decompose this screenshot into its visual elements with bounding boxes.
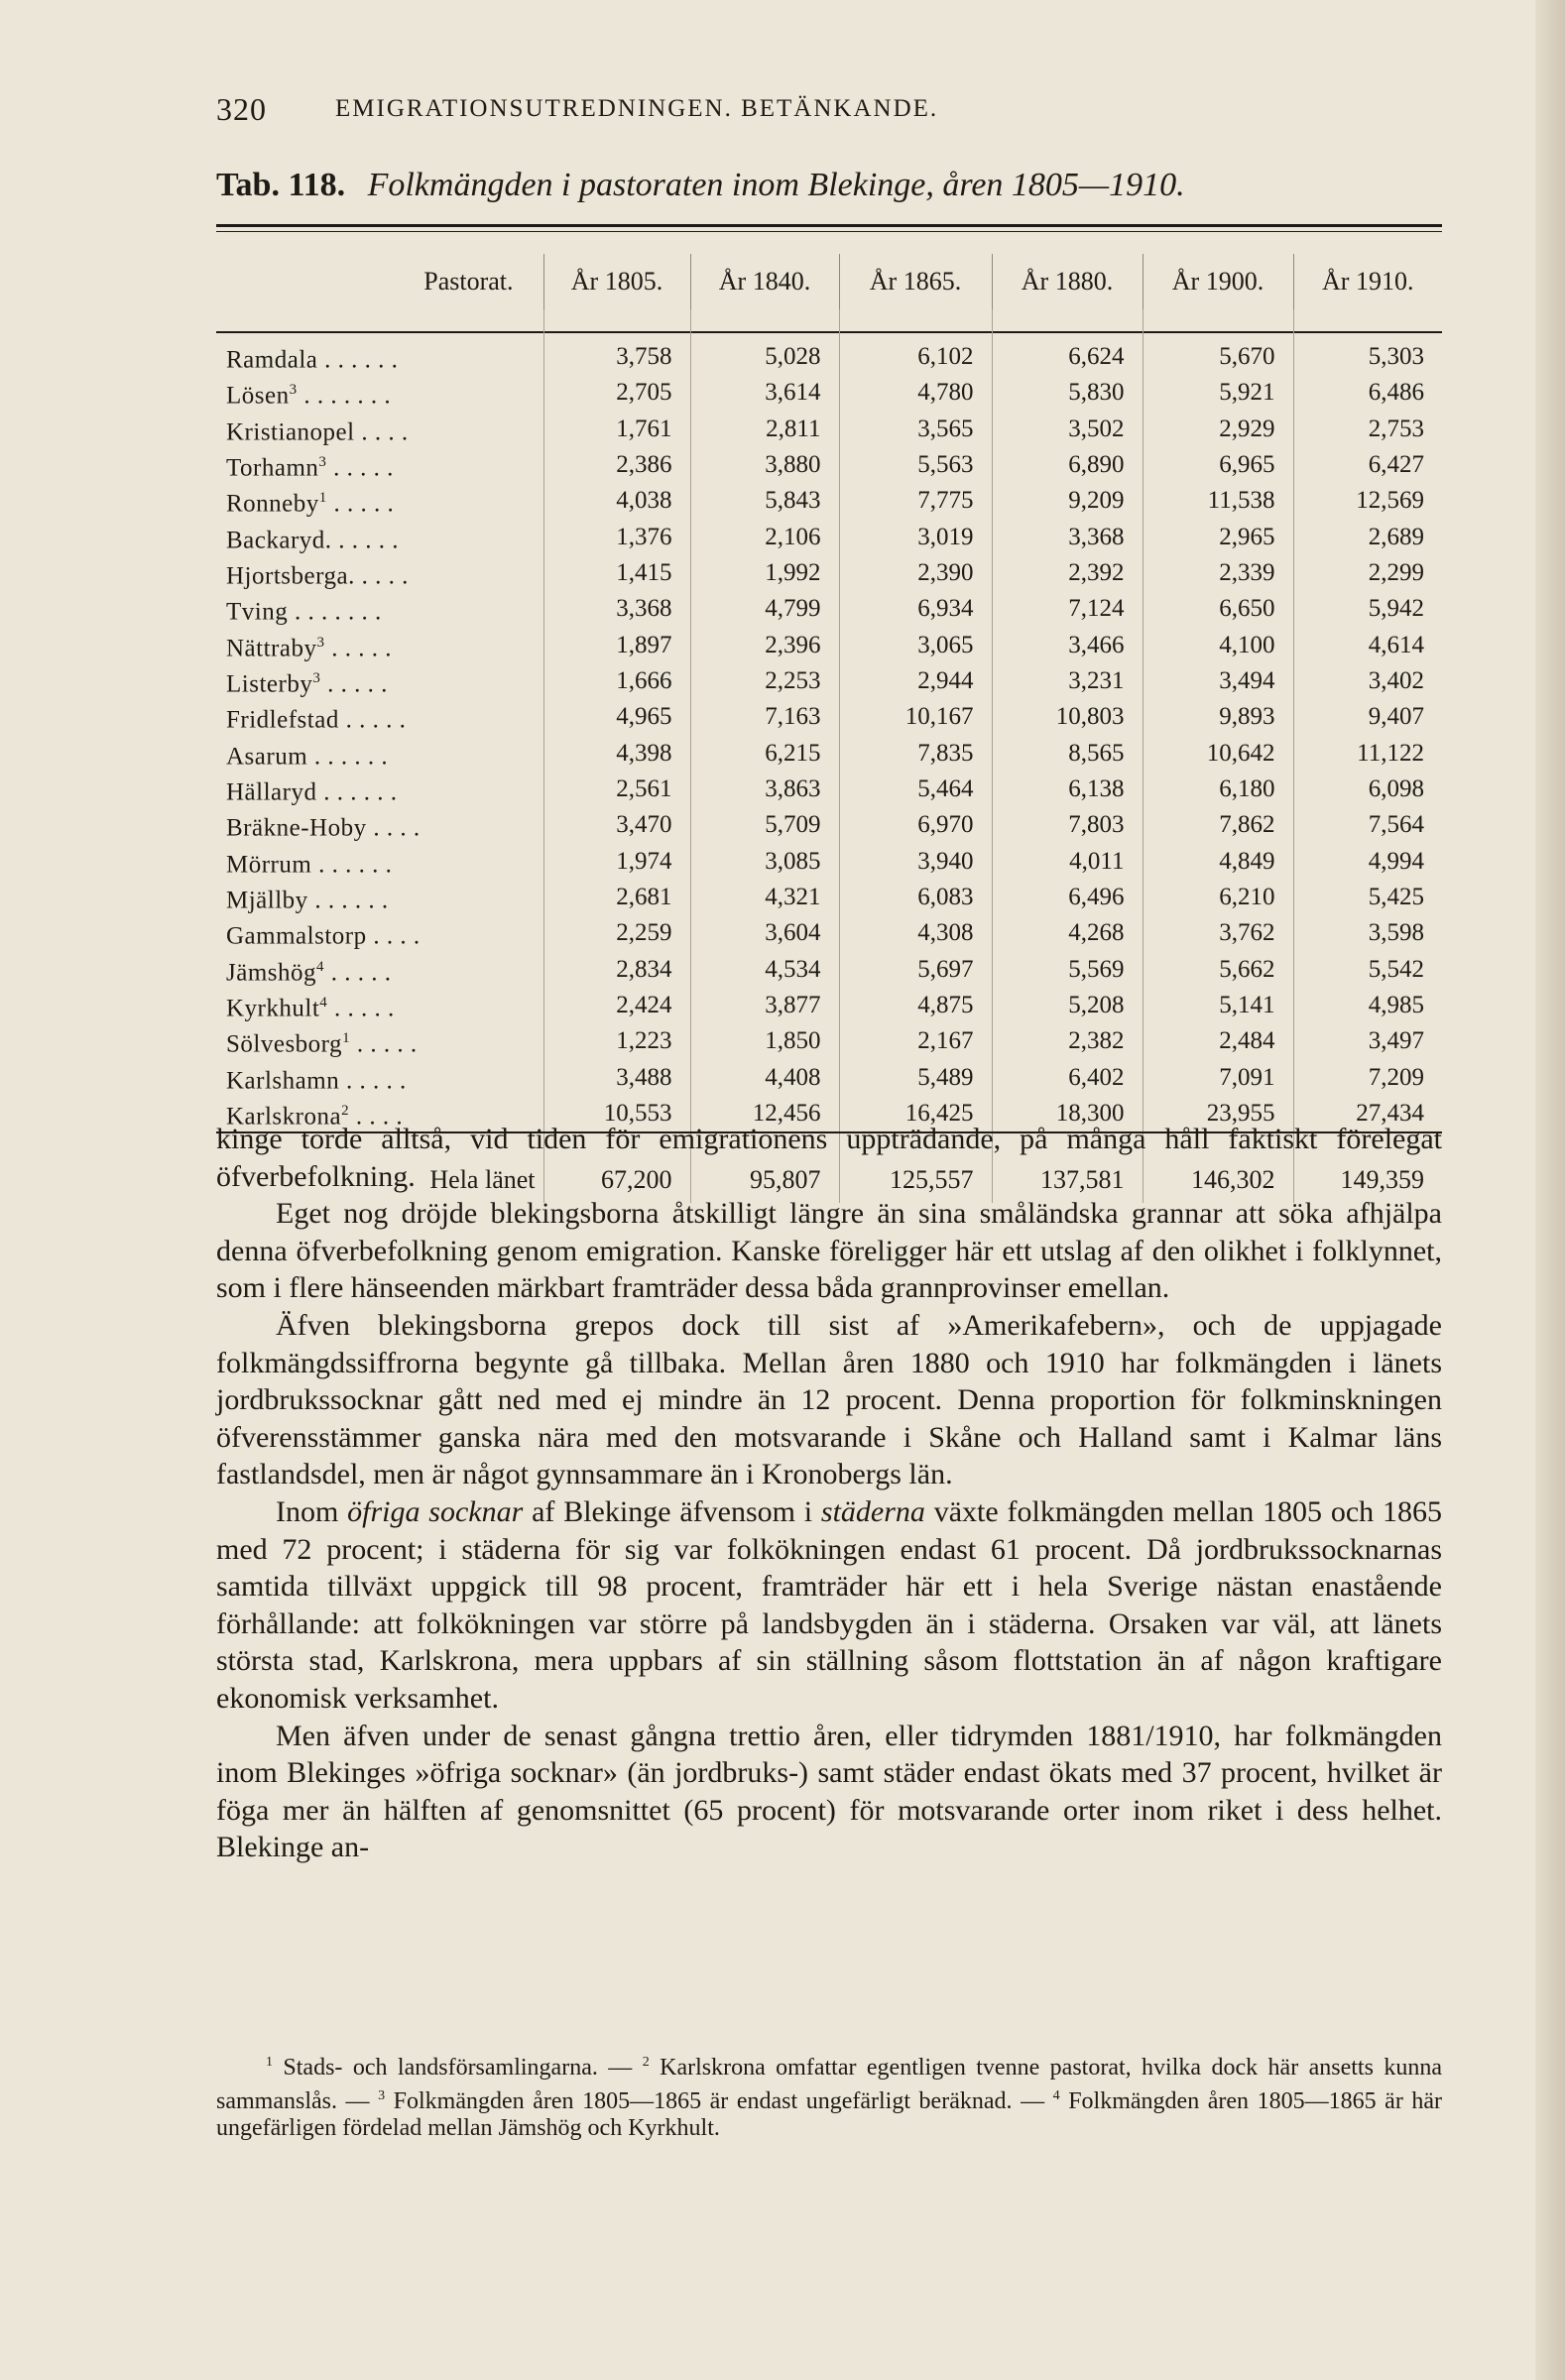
pastorat-name <box>216 375 543 411</box>
population-cell: 4,011 <box>992 844 1143 880</box>
population-cell: 3,758 <box>543 339 690 375</box>
population-cell: 6,496 <box>992 880 1143 915</box>
column-header: År 1840. <box>690 254 839 309</box>
pastorat-name <box>216 880 543 915</box>
pastorat-name <box>216 1023 543 1059</box>
pastorat-label: Ronneby <box>226 490 319 518</box>
population-cell: 2,253 <box>690 663 839 699</box>
population-cell: 6,138 <box>992 772 1143 807</box>
population-cell: 2,424 <box>543 988 690 1023</box>
population-cell: 4,308 <box>839 915 992 951</box>
pastorat-name <box>216 844 543 880</box>
population-cell: 6,890 <box>992 447 1143 483</box>
pastorat-name <box>216 1060 543 1096</box>
population-cell: 3,565 <box>839 412 992 447</box>
population-cell: 6,934 <box>839 591 992 627</box>
pastorat-label: Nättraby <box>226 634 317 661</box>
population-cell: 3,466 <box>992 628 1143 663</box>
leader-dots: . . . . . <box>350 1030 418 1058</box>
table-row <box>216 520 1442 555</box>
footnote-mark: 3 <box>378 2087 386 2103</box>
footnote-ref: 3 <box>312 669 321 686</box>
population-cell: 3,231 <box>992 663 1143 699</box>
text-run: af Blekinge äfvensom i <box>523 1494 821 1528</box>
table-header-row <box>216 254 1442 309</box>
population-cell: 5,141 <box>1143 988 1293 1023</box>
pastorat-label: Kyrkhult <box>226 995 320 1022</box>
pastorat-label: Gammalstorp <box>226 922 367 950</box>
paragraph: Men äfven under de senast gångna trettio åren, eller tidrymden 1881/1910, har folkmängden inom Blekinges »öfriga socknar» (än jordbruks-) samt städer endast ökats med 37 procent, hvilket är föga mer än hälften af genomsnittet (65 procent) för motsvarande orter inom riket i dess helhet. Blekinge an- <box>216 1719 1442 1864</box>
population-cell: 12,569 <box>1293 483 1442 519</box>
footnote-mark: 2 <box>642 2055 650 2070</box>
population-cell: 2,561 <box>543 772 690 807</box>
total-cell: 146,302 <box>1143 1132 1293 1203</box>
population-cell: 4,994 <box>1293 844 1442 880</box>
pastorat-name <box>216 555 543 591</box>
population-cell: 3,502 <box>992 412 1143 447</box>
pastorat-label: Kristianopel <box>226 417 355 445</box>
table-row <box>216 483 1442 519</box>
column-header: År 1805. <box>543 254 690 309</box>
population-cell: 6,098 <box>1293 772 1442 807</box>
table-caption <box>216 167 1185 204</box>
table-row <box>216 699 1442 735</box>
population-cell: 3,402 <box>1293 663 1442 699</box>
top-rule <box>216 224 1442 227</box>
population-cell: 2,392 <box>992 555 1143 591</box>
population-cell: 4,985 <box>1293 988 1442 1023</box>
table-row <box>216 663 1442 699</box>
population-cell: 5,563 <box>839 447 992 483</box>
pastorat-name <box>216 628 543 663</box>
population-cell: 7,775 <box>839 483 992 519</box>
table-row <box>216 339 1442 375</box>
page-edge <box>1535 0 1565 2380</box>
pastorat-name <box>216 988 543 1023</box>
footnote-ref: 3 <box>316 634 325 651</box>
population-cell: 6,650 <box>1143 591 1293 627</box>
population-cell: 3,065 <box>839 628 992 663</box>
population-cell: 5,709 <box>690 807 839 843</box>
running-title: EMIGRATIONSUTREDNINGEN. BETÄNKANDE. <box>335 95 939 122</box>
pastorat-label: Tving <box>226 598 289 626</box>
population-cell: 1,850 <box>690 1023 839 1059</box>
population-cell: 2,689 <box>1293 520 1442 555</box>
paragraph: Eget nog dröjde blekingsborna åtskilligt längre än sina småländska grannar att söka afhjälpa denna öfverbefolkning genom emigration. Kanske föreligger här ett utslag af den olikhet i folklynnet, som i flere hänseenden märkbart framträder dessa båda grannprovinser emellan. <box>216 1197 1442 1305</box>
population-cell: 3,863 <box>690 772 839 807</box>
pastorat-name <box>216 807 543 843</box>
leader-dots: . . . . <box>349 1103 404 1130</box>
leader-dots: . . . . . <box>320 670 388 698</box>
table-body <box>216 309 1442 1203</box>
total-cell: 137,581 <box>992 1132 1143 1203</box>
population-cell: 9,407 <box>1293 699 1442 735</box>
top-rule-thin <box>216 231 1442 232</box>
population-cell: 5,670 <box>1143 339 1293 375</box>
population-cell: 2,929 <box>1143 412 1293 447</box>
population-cell: 4,875 <box>839 988 992 1023</box>
column-header: Pastorat. <box>423 267 514 296</box>
population-cell: 1,897 <box>543 628 690 663</box>
population-cell: 10,167 <box>839 699 992 735</box>
paragraph: kinge torde alltså, vid tiden för emigrationens uppträdande, på många håll faktiskt förelegat öfverbefolkning. <box>216 1123 1442 1193</box>
population-cell: 5,569 <box>992 952 1143 988</box>
population-cell: 2,705 <box>543 375 690 411</box>
population-cell: 9,209 <box>992 483 1143 519</box>
pastorat-label: Fridlefstad <box>226 706 339 734</box>
population-cell: 11,538 <box>1143 483 1293 519</box>
column-header: År 1900. <box>1143 254 1293 309</box>
pastorat-name <box>216 952 543 988</box>
population-cell: 8,565 <box>992 736 1143 772</box>
population-cell: 3,497 <box>1293 1023 1442 1059</box>
population-cell: 5,921 <box>1143 375 1293 411</box>
population-cell: 4,534 <box>690 952 839 988</box>
total-cell: 125,557 <box>839 1132 992 1203</box>
leader-dots: . . . . . <box>339 1066 407 1094</box>
pastorat-label: Torhamn <box>226 454 319 482</box>
population-cell: 2,299 <box>1293 555 1442 591</box>
population-cell: 4,799 <box>690 591 839 627</box>
leader-dots: . . . . . <box>348 562 409 590</box>
population-cell: 5,208 <box>992 988 1143 1023</box>
population-cell: 18,300 <box>992 1096 1143 1132</box>
pastorat-name <box>216 772 543 807</box>
table-row <box>216 591 1442 627</box>
pastorat-label: Bräkne-Hoby <box>226 814 367 842</box>
population-cell: 11,122 <box>1293 736 1442 772</box>
footnote-block <box>216 2049 1442 2143</box>
emphasis: städerna <box>820 1494 925 1528</box>
footnote-ref: 2 <box>341 1102 350 1119</box>
population-cell: 7,835 <box>839 736 992 772</box>
total-label: Hela länet <box>216 1132 543 1203</box>
pastorat-name <box>216 447 543 483</box>
population-cell: 2,339 <box>1143 555 1293 591</box>
population-cell: 7,803 <box>992 807 1143 843</box>
population-cell: 4,780 <box>839 375 992 411</box>
pastorat-label: Asarum <box>226 742 308 770</box>
population-cell: 3,494 <box>1143 663 1293 699</box>
population-cell: 4,408 <box>690 1060 839 1096</box>
text-run: växte folkmängden mellan 1805 och 1865 med 72 procent; i städerna för sig var folkökningen endast 61 procent. Då jordbrukssocknarnas samtida tillväxt uppgick till 98 procent, framträder här ett i hela Sverige nästan enastående förhållande: att folkökningen var större på landsbygden än i städerna. Orsaken var väl, att länets största stad, Karlskrona, mera uppbars af sin ställning såsom flottstation än af någon kraftigare ekonomisk verksamhet. <box>216 1494 1442 1715</box>
table-row <box>216 447 1442 483</box>
population-cell: 3,614 <box>690 375 839 411</box>
column-header: År 1880. <box>992 254 1143 309</box>
footnote-ref: 1 <box>342 1030 351 1047</box>
population-cell: 12,456 <box>690 1096 839 1132</box>
population-table <box>216 254 1442 1203</box>
leader-dots: . . . . . . <box>307 887 389 914</box>
total-cell: 149,359 <box>1293 1132 1442 1203</box>
population-cell: 4,038 <box>543 483 690 519</box>
population-cell: 5,464 <box>839 772 992 807</box>
pastorat-name <box>216 412 543 447</box>
emphasis: öfriga socknar <box>347 1494 524 1528</box>
population-cell: 4,849 <box>1143 844 1293 880</box>
pastorat-name <box>216 339 543 375</box>
pastorat-label: Lösen <box>226 382 290 410</box>
population-cell: 5,303 <box>1293 339 1442 375</box>
leader-dots: . . . . . . . <box>297 382 392 410</box>
pastorat-name <box>216 591 543 627</box>
population-cell: 10,642 <box>1143 736 1293 772</box>
footnote-ref: 4 <box>316 958 324 975</box>
leader-dots: . . . . <box>366 814 421 842</box>
table-row <box>216 1023 1442 1059</box>
table-row <box>216 915 1442 951</box>
population-cell: 7,163 <box>690 699 839 735</box>
footnote: Folkmängden åren 1805—1865 är här ungefärligen fördelad mellan Jämshög och Kyrkhult. <box>216 2087 1443 2141</box>
footnote-ref: 3 <box>318 453 327 470</box>
footnote-ref: 4 <box>319 994 328 1011</box>
leader-dots: . . . . . <box>326 490 395 518</box>
pastorat-label: Mörrum <box>226 850 312 878</box>
population-cell: 5,662 <box>1143 952 1293 988</box>
footnote-ref: 3 <box>289 382 298 399</box>
table-row <box>216 412 1442 447</box>
population-cell: 7,124 <box>992 591 1143 627</box>
population-cell: 5,028 <box>690 339 839 375</box>
leader-dots: . . . . . <box>338 706 407 734</box>
leader-dots: . . . . . . <box>307 742 389 770</box>
population-cell: 1,974 <box>543 844 690 880</box>
population-cell: 6,215 <box>690 736 839 772</box>
population-cell: 9,893 <box>1143 699 1293 735</box>
population-cell: 3,488 <box>543 1060 690 1096</box>
population-cell: 5,425 <box>1293 880 1442 915</box>
population-cell: 2,811 <box>690 412 839 447</box>
population-cell: 2,965 <box>1143 520 1293 555</box>
total-cell: 67,200 <box>543 1132 690 1203</box>
pastorat-label: Listerby <box>226 670 313 698</box>
pastorat-name <box>216 663 543 699</box>
population-cell: 6,486 <box>1293 375 1442 411</box>
leader-dots: . . . . . <box>324 958 392 986</box>
population-cell: 10,553 <box>543 1096 690 1132</box>
leader-dots: . . . . . . <box>324 526 400 553</box>
population-cell: 3,940 <box>839 844 992 880</box>
population-cell: 4,100 <box>1143 628 1293 663</box>
population-cell: 2,681 <box>543 880 690 915</box>
leader-dots: . . . . . <box>324 634 392 661</box>
population-cell: 4,321 <box>690 880 839 915</box>
pastorat-label: Karlshamn <box>226 1066 340 1094</box>
population-cell: 7,209 <box>1293 1060 1442 1096</box>
population-cell: 3,368 <box>543 591 690 627</box>
population-cell: 4,965 <box>543 699 690 735</box>
population-cell: 3,880 <box>690 447 839 483</box>
page-number: 320 <box>216 91 267 127</box>
pastorat-label: Karlskrona <box>226 1103 342 1130</box>
text-run: Inom <box>276 1494 348 1528</box>
population-cell: 2,106 <box>690 520 839 555</box>
pastorat-label: Jämshög <box>226 958 316 986</box>
population-cell: 5,697 <box>839 952 992 988</box>
footnote-mark: 4 <box>1052 2087 1060 2103</box>
population-cell: 5,830 <box>992 375 1143 411</box>
table-row <box>216 952 1442 988</box>
table-title: Folkmängden i pastoraten inom Blekinge, åren 1805—1910. <box>367 167 1185 203</box>
leader-dots: . . . . <box>366 922 421 950</box>
population-cell: 3,604 <box>690 915 839 951</box>
table-spacer <box>216 309 1442 339</box>
population-cell: 5,542 <box>1293 952 1442 988</box>
leader-dots: . . . . . . <box>317 346 399 374</box>
leader-dots: . . . . . <box>326 454 394 482</box>
footnote: Stads- och landsförsamlingarna. — <box>273 2055 643 2081</box>
population-cell: 2,484 <box>1143 1023 1293 1059</box>
leader-dots: . . . . <box>354 417 409 445</box>
population-cell: 3,877 <box>690 988 839 1023</box>
table-row <box>216 807 1442 843</box>
pastorat-label: Backaryd <box>226 526 325 553</box>
population-cell: 2,259 <box>543 915 690 951</box>
population-cell: 4,268 <box>992 915 1143 951</box>
population-cell: 1,761 <box>543 412 690 447</box>
total-cell: 95,807 <box>690 1132 839 1203</box>
population-cell: 1,223 <box>543 1023 690 1059</box>
footnote-ref: 1 <box>318 490 327 507</box>
population-cell: 6,402 <box>992 1060 1143 1096</box>
table-row <box>216 1060 1442 1096</box>
population-cell: 4,398 <box>543 736 690 772</box>
population-cell: 6,102 <box>839 339 992 375</box>
leader-dots: . . . . . . <box>316 778 398 806</box>
table-row <box>216 880 1442 915</box>
population-cell: 10,803 <box>992 699 1143 735</box>
column-header: År 1865. <box>839 254 992 309</box>
table-row <box>216 844 1442 880</box>
population-cell: 6,180 <box>1143 772 1293 807</box>
table-row <box>216 736 1442 772</box>
leader-dots: . . . . . . . <box>288 598 382 626</box>
column-header: År 1910. <box>1293 254 1442 309</box>
population-cell: 2,167 <box>839 1023 992 1059</box>
population-cell: 3,598 <box>1293 915 1442 951</box>
population-cell: 4,614 <box>1293 628 1442 663</box>
footnote-mark: 1 <box>266 2055 273 2070</box>
footnote: Karlskrona omfattar egentligen tvenne pastorat, hvilka dock här ansetts kunna sammanslås. — <box>216 2055 1442 2114</box>
pastorat-name <box>216 699 543 735</box>
leader-dots: . . . . . <box>327 995 395 1022</box>
table-row <box>216 555 1442 591</box>
table-row <box>216 772 1442 807</box>
population-cell: 2,386 <box>543 447 690 483</box>
population-cell: 1,992 <box>690 555 839 591</box>
running-head <box>216 91 1436 131</box>
pastorat-name <box>216 736 543 772</box>
population-cell: 2,396 <box>690 628 839 663</box>
population-cell: 7,564 <box>1293 807 1442 843</box>
population-cell: 2,834 <box>543 952 690 988</box>
leader-dots: . . . . . . <box>311 850 393 878</box>
population-cell: 5,489 <box>839 1060 992 1096</box>
population-cell: 3,085 <box>690 844 839 880</box>
pastorat-label: Ramdala <box>226 346 318 374</box>
pastorat-label: Hällaryd <box>226 778 317 806</box>
pastorat-label: Sölvesborg <box>226 1030 343 1058</box>
pastorat-name <box>216 915 543 951</box>
population-cell: 1,376 <box>543 520 690 555</box>
population-cell: 2,390 <box>839 555 992 591</box>
footnote: Folkmängden åren 1805—1865 är endast ungefärligt beräknad. — <box>385 2087 1053 2114</box>
population-cell: 6,624 <box>992 339 1143 375</box>
population-cell: 5,942 <box>1293 591 1442 627</box>
population-cell: 23,955 <box>1143 1096 1293 1132</box>
paragraph: Äfven blekingsborna grepos dock till sist af »Amerikafebern», och de uppjagade folkmängdssiffrorna begynte gå tillbaka. Mellan åren 1880 och 1910 har folkmängden i länets jordbrukssocknar gått ned med ej mindre än 12 procent. Denna proportion för folkminskningen öfverensstämmer ganska nära med den motsvarande i Skåne och Halland samt i Kalmar läns fastlandsdel, men är något gynnsammare än i Kronobergs län. <box>216 1308 1442 1491</box>
table-row <box>216 988 1442 1023</box>
population-cell: 6,970 <box>839 807 992 843</box>
population-cell: 3,470 <box>543 807 690 843</box>
pastorat-name <box>216 520 543 555</box>
pastorat-label: Mjällby <box>226 887 308 914</box>
population-cell: 5,843 <box>690 483 839 519</box>
population-cell: 27,434 <box>1293 1096 1442 1132</box>
population-cell: 3,019 <box>839 520 992 555</box>
paragraph <box>216 1493 1442 1718</box>
population-cell: 3,368 <box>992 520 1143 555</box>
table-number: Tab. 118. <box>216 167 346 203</box>
population-cell: 6,083 <box>839 880 992 915</box>
population-cell: 7,091 <box>1143 1060 1293 1096</box>
population-cell: 7,862 <box>1143 807 1293 843</box>
population-cell: 2,944 <box>839 663 992 699</box>
pastorat-name <box>216 483 543 519</box>
body-text <box>216 1121 1442 1866</box>
population-cell: 6,965 <box>1143 447 1293 483</box>
population-cell: 3,762 <box>1143 915 1293 951</box>
population-cell: 6,427 <box>1293 447 1442 483</box>
population-cell: 2,382 <box>992 1023 1143 1059</box>
table-row <box>216 375 1442 411</box>
population-cell: 1,666 <box>543 663 690 699</box>
footnotes <box>216 2049 1442 2143</box>
population-cell: 6,210 <box>1143 880 1293 915</box>
pastorat-label: Hjortsberga <box>226 562 349 590</box>
table-row <box>216 628 1442 663</box>
population-cell: 2,753 <box>1293 412 1442 447</box>
population-cell: 1,415 <box>543 555 690 591</box>
population-cell: 16,425 <box>839 1096 992 1132</box>
